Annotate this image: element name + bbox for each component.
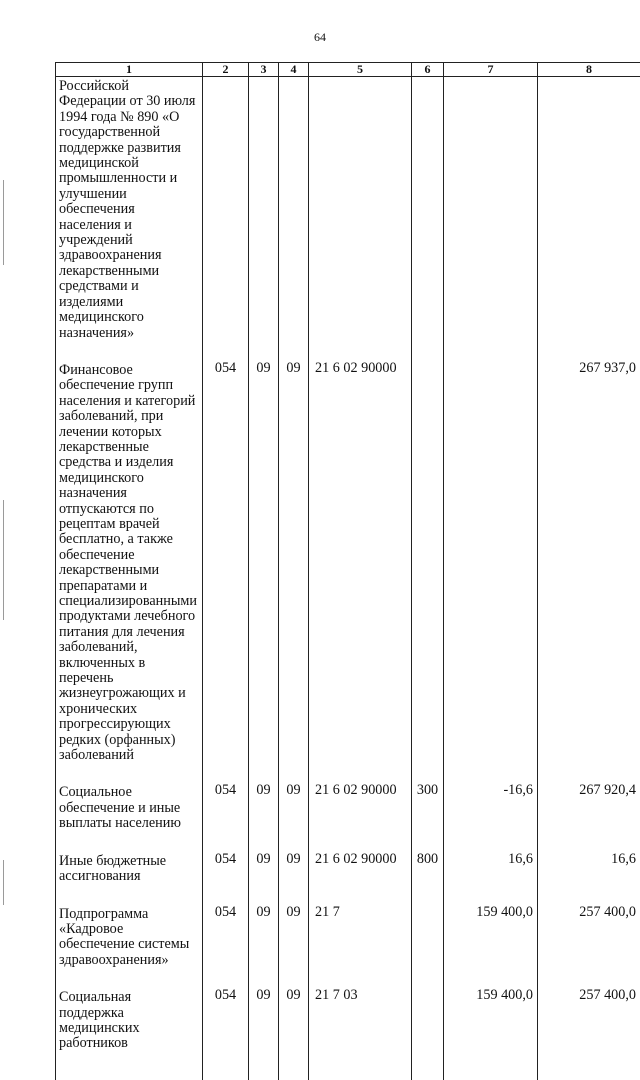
cell-ministry: 054: [203, 852, 249, 885]
cell-expense-type: 800: [412, 852, 444, 885]
cell-section: [249, 77, 279, 341]
cell-amount-total: 267 937,0: [538, 361, 640, 764]
cell-amount-change: [444, 361, 538, 764]
cell-target: 21 7: [309, 905, 412, 969]
cell-expense-type: [412, 988, 444, 1052]
cell-amount-change: 16,6: [444, 852, 538, 885]
cell-section: 09: [249, 905, 279, 969]
cell-subsection: 09: [279, 783, 309, 831]
cell-expense-type: [412, 77, 444, 341]
cell-ministry: [203, 77, 249, 341]
scan-margin-line-2: [3, 500, 4, 620]
table-header-row: [56, 63, 640, 77]
table-row: [56, 988, 640, 1052]
column-header: 4: [279, 63, 309, 77]
cell-target: 21 7 03: [309, 988, 412, 1052]
cell-section: 09: [249, 783, 279, 831]
column-header: 6: [412, 63, 444, 77]
cell-subsection: [279, 77, 309, 341]
table-row: [56, 77, 640, 341]
cell-expense-type: [412, 361, 444, 764]
row-name: Социальное обеспечение и иные выплаты населению: [59, 785, 198, 831]
cell-ministry: 054: [203, 988, 249, 1052]
column-header: 2: [203, 63, 249, 77]
cell-expense-type: [412, 905, 444, 969]
table-row: [56, 361, 640, 764]
page-number: 64: [0, 30, 640, 45]
cell-amount-change: [444, 77, 538, 341]
cell-section: 09: [249, 361, 279, 764]
scan-margin-line-1: [3, 180, 4, 265]
cell-subsection: 09: [279, 361, 309, 764]
column-header: 3: [249, 63, 279, 77]
column-header: 1: [56, 63, 203, 77]
cell-target: [309, 77, 412, 341]
row-name: Российской Федерации от 30 июля 1994 года № 890 «О государственной поддержке развития медицинской промышленности и улучшении обеспечения населения и учреждений здравоохранения лекарственными средствами и изделиями медицинского назначения»: [59, 79, 198, 341]
cell-ministry: 054: [203, 361, 249, 764]
scan-margin-line-3: [3, 860, 4, 905]
cell-section: 09: [249, 988, 279, 1052]
row-name: Социальная поддержка медицинских работников: [59, 990, 198, 1052]
cell-amount-total: 257 400,0: [538, 988, 640, 1052]
row-name: Финансовое обеспечение групп населения и категорий заболеваний, при лечении которых лекарственные средства и изделия медицинского назначения отпускаются по рецептам врачей бесплатно, а также обеспечение лекарственными препаратами и специализированными продуктами лечебного питания для лечения заболеваний, включенных в перечень жизнеугрожающих и хронических прогрессирующих редких (орфанных) заболеваний: [59, 363, 198, 764]
cell-ministry: 054: [203, 783, 249, 831]
budget-table: [55, 62, 640, 1080]
cell-amount-total: [538, 77, 640, 341]
column-header: 7: [444, 63, 538, 77]
column-header: 5: [309, 63, 412, 77]
cell-expense-type: 300: [412, 783, 444, 831]
column-header: 8: [538, 63, 640, 77]
cell-amount-total: 267 920,4: [538, 783, 640, 831]
cell-target: 21 6 02 90000: [309, 361, 412, 764]
row-name: Подпрограмма «Кадровое обеспечение системы здравоохранения»: [59, 907, 198, 969]
cell-subsection: 09: [279, 905, 309, 969]
cell-subsection: 09: [279, 988, 309, 1052]
cell-section: 09: [249, 852, 279, 885]
cell-target: 21 6 02 90000: [309, 783, 412, 831]
cell-amount-change: 159 400,0: [444, 905, 538, 969]
cell-amount-change: -16,6: [444, 783, 538, 831]
table-row: [56, 905, 640, 969]
cell-amount-total: 16,6: [538, 852, 640, 885]
cell-ministry: 054: [203, 905, 249, 969]
row-name: Иные бюджетные ассигнования: [59, 854, 198, 885]
cell-target: 21 6 02 90000: [309, 852, 412, 885]
cell-subsection: 09: [279, 852, 309, 885]
table-row: [56, 852, 640, 885]
cell-amount-total: 257 400,0: [538, 905, 640, 969]
table-row: [56, 783, 640, 831]
cell-amount-change: 159 400,0: [444, 988, 538, 1052]
